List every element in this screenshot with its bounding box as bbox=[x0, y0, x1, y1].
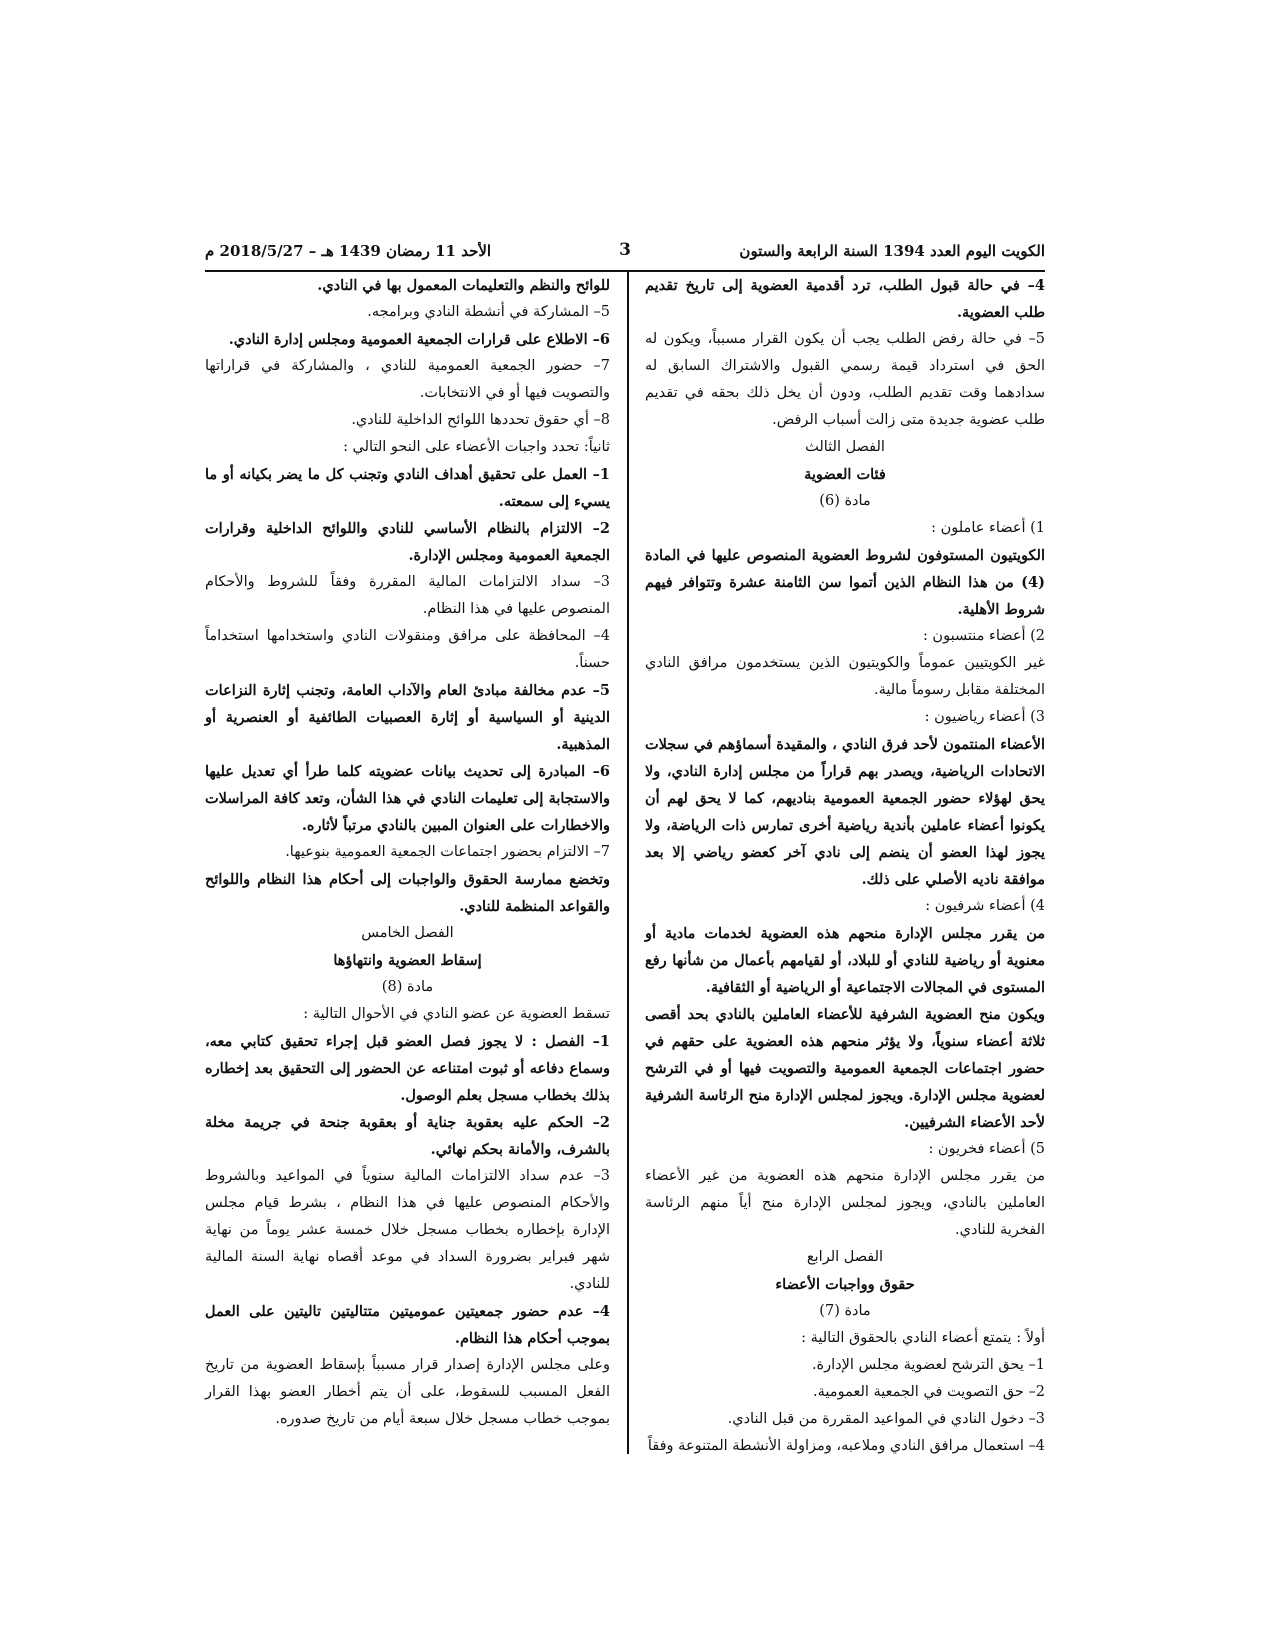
paragraph: الفصل الخامس bbox=[361, 925, 454, 941]
paragraph: 1– يحق الترشح لعضوية مجلس الإدارة. bbox=[811, 1357, 1045, 1373]
paragraph: 4– عدم حضور جمعيتين عموميتين متتاليتين تاليتين على العمل بموجب أحكام هذا النظام. bbox=[205, 1303, 610, 1347]
header-date: الأحد 11 رمضان 1439 هـ – 2018/5/27 م bbox=[205, 242, 492, 260]
paragraph: 3) أعضاء رياضيون : bbox=[924, 709, 1045, 725]
paragraph: فئات العضوية bbox=[804, 466, 886, 483]
paragraph: من يقرر مجلس الإدارة منحهم هذه العضوية لخدمات مادية أو معنوية أو رياضية للنادي أو للبلاد، أو لقيامهم بأعمال من شأنها رفع المستوى في المجالات الاجتماعية أو الرياضية أو الثقافية. bbox=[645, 925, 1045, 996]
paragraph: 4– استعمال مرافق النادي وملاعبه، ومزاولة الأنشطة المتنوعة وفقاً bbox=[647, 1438, 1045, 1454]
paragraph: 6– المبادرة إلى تحديث بيانات عضويته كلما طرأ أي تعديل عليها والاستجابة إلى تعليمات النادي في هذا الشأن، وتعد كافة المراسلات والاخطارات على العنوان المبين بالنادي مرتباً لأثاره. bbox=[205, 763, 610, 834]
paragraph: 2– الالتزام بالنظام الأساسي للنادي واللوائح الداخلية وقرارات الجمعية العمومية ومجلس الإدارة. bbox=[205, 520, 610, 564]
paragraph: أولاً : يتمتع أعضاء النادي بالحقوق التالية : bbox=[801, 1330, 1045, 1346]
paragraph: الأعضاء المنتمون لأحد فرق النادي ، والمقيدة أسماؤهم في سجلات الاتحادات الرياضية، ويصدر بهم قراراً من مجلس إدارة النادي، ولا يحق لهؤلاء حضور الجمعية العمومية بناديهم، كما لا يحق لهم أن يكونوا أعضاء عاملين بأندية رياضية أخرى تمارس ذات الرياضة، ولا يجوز لهذا العضو أن ينضم إلى نادي آخر كعضو رياضي إلا بعد موافقة ناديه الأصلي على ذلك. bbox=[645, 736, 1045, 888]
paragraph: تسقط العضوية عن عضو النادي في الأحوال التالية : bbox=[303, 1006, 610, 1022]
paragraph: 2– الحكم عليه بعقوبة جناية أو بعقوبة جنحة في جريمة مخلة بالشرف، والأمانة بحكم نهائي. bbox=[205, 1114, 610, 1158]
paragraph: 3– سداد الالتزامات المالية المقررة وفقاً للشروط والأحكام المنصوص عليها في هذا النظام. bbox=[205, 574, 610, 617]
paragraph: 4– في حالة قبول الطلب، ترد أقدمية العضوية إلى تاريخ تقديم طلب العضوية. bbox=[645, 277, 1045, 321]
paragraph: الكويتيون المستوفون لشروط العضوية المنصوص عليها في المادة (4) من هذا النظام الذين أتموا سن الثامنة عشرة وتتوافر فيهم شروط الأهلية. bbox=[645, 547, 1045, 618]
paragraph: 5– المشاركة في أنشطة النادي وبرامجه. bbox=[367, 304, 610, 320]
paragraph: مادة (6) bbox=[819, 493, 871, 509]
paragraph: الفصل الثالث bbox=[805, 439, 885, 455]
paragraph: ويكون منح العضوية الشرفية للأعضاء العاملين بالنادي بحد أقصى ثلاثة أعضاء سنوياً، ولا يؤثر منحهم هذه العضوية على حقهم في حضور اجتماعات الجمعية العمومية والتصويت فيها أو في الترشح لعضوية مجلس الإدارة. ويجوز لمجلس الإدارة منح الرئاسة الشرفية لأحد الأعضاء الشرفيين. bbox=[645, 1006, 1045, 1131]
paragraph: 1– العمل على تحقيق أهداف النادي وتجنب كل ما يضر بكيانه أو ما يسيء إلى سمعته. bbox=[205, 466, 610, 510]
paragraph: ثانياً: تحدد واجبات الأعضاء على النحو التالي : bbox=[343, 439, 610, 455]
paragraph: الفصل الرابع bbox=[806, 1249, 884, 1265]
paragraph: 7– حضور الجمعية العمومية للنادي ، والمشاركة في قراراتها والتصويت فيها أو في الانتخابات. bbox=[205, 358, 610, 401]
paragraph: من يقرر مجلس الإدارة منحهم هذه العضوية من غير الأعضاء العاملين بالنادي، ويجوز لمجلس الإدارة منح أياً منهم الرئاسة الفخرية للنادي. bbox=[645, 1168, 1045, 1238]
paragraph: حقوق وواجبات الأعضاء bbox=[775, 1276, 915, 1293]
paragraph: غير الكويتيين عموماً والكويتيون الذين يستخدمون مرافق النادي المختلفة مقابل رسوماً مالية. bbox=[645, 655, 1045, 698]
paragraph: 4) أعضاء شرفيون : bbox=[925, 898, 1045, 914]
paragraph: 8– أي حقوق تحددها اللوائح الداخلية للنادي. bbox=[351, 412, 610, 428]
paragraph: 4– المحافظة على مرافق ومنقولات النادي واستخدامها استخداماً حسناً. bbox=[205, 628, 610, 671]
paragraph: 5– في حالة رفض الطلب يجب أن يكون القرار مسبباً، ويكون له الحق في استرداد قيمة رسمي القبول والاشتراك السابق له سدادهما وقت تقديم الطلب، ودون أن يخل ذلك بحقه في تقديم طلب عضوية جديدة متى زالت أسباب الرفض. bbox=[645, 331, 1045, 428]
header-publication-info: الكويت اليوم العدد 1394 السنة الرابعة والستون bbox=[739, 242, 1045, 260]
page-header bbox=[205, 238, 1045, 268]
paragraph: وعلى مجلس الإدارة إصدار قرار مسبباً بإسقاط العضوية من تاريخ الفعل المسبب للسقوط، على أن يتم أخطار العضو بهذا القرار بموجب خطاب مسجل خلال سبعة أيام من تاريخ صدوره. bbox=[205, 1357, 610, 1427]
paragraph: 1– الفصل : لا يجوز فصل العضو قبل إجراء تحقيق كتابي معه، وسماع دفاعه أو ثبوت امتناعه عن الحضور إلى التحقيق بعد إخطاره بذلك بخطاب مسجل بعلم الوصول. bbox=[205, 1033, 610, 1104]
paragraph: 6– الاطلاع على قرارات الجمعية العمومية ومجلس إدارة النادي. bbox=[228, 331, 610, 348]
paragraph: 3– دخول النادي في المواعيد المقررة من قبل النادي. bbox=[727, 1411, 1045, 1427]
column-divider bbox=[627, 272, 629, 1454]
paragraph: وتخضع ممارسة الحقوق والواجبات إلى أحكام هذا النظام واللوائح والقواعد المنظمة للنادي. bbox=[205, 871, 610, 915]
paragraph: 2– حق التصويت في الجمعية العمومية. bbox=[813, 1384, 1045, 1400]
paragraph: 1) أعضاء عاملون : bbox=[931, 520, 1045, 536]
paragraph: 3– عدم سداد الالتزامات المالية سنوياً في المواعيد وبالشروط والأحكام المنصوص عليها في هذا النظام ، بشرط قيام مجلس الإدارة بإخطاره بخطاب مسجل خلال خمسة عشر يوماً من نهاية شهر فبراير بضرورة السداد في موعد أقصاه نهاية السنة المالية للنادي. bbox=[205, 1168, 610, 1292]
page-number: 3 bbox=[619, 240, 631, 260]
paragraph: 5– عدم مخالفة مبادئ العام والآداب العامة، وتجنب إثارة النزاعات الدينية أو السياسية أو إثارة العصبيات الطائفية أو العنصرية أو المذهبية. bbox=[205, 682, 610, 753]
paragraph: مادة (8) bbox=[381, 979, 434, 995]
paragraph: 5) أعضاء فخريون : bbox=[928, 1141, 1045, 1157]
paragraph: مادة (7) bbox=[819, 1303, 871, 1319]
right-column bbox=[645, 272, 1045, 1460]
paragraph: للوائح والنظم والتعليمات المعمول بها في النادي. bbox=[317, 277, 610, 294]
paragraph: 2) أعضاء منتسبون : bbox=[922, 628, 1045, 644]
paragraph: إسقاط العضوية وانتهاؤها bbox=[333, 952, 482, 969]
paragraph: 7– الالتزام بحضور اجتماعات الجمعية العمومية بنوعيها. bbox=[285, 844, 610, 860]
left-column bbox=[205, 272, 610, 1433]
